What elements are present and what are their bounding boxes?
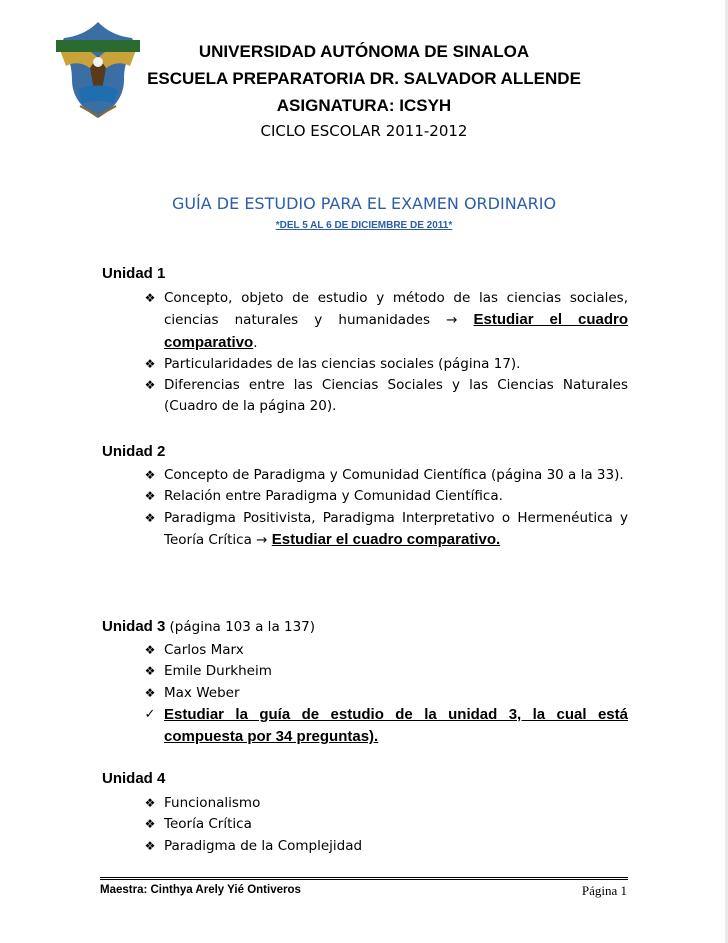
header-university: UNIVERSIDAD AUTÓNOMA DE SINALOA	[198, 42, 530, 61]
diamond-bullet-icon: ❖	[144, 664, 156, 679]
footer-page-number: Página 1	[581, 883, 627, 898]
list-item	[102, 836, 628, 857]
unit-3-list	[102, 640, 628, 748]
list-item	[102, 288, 628, 354]
item-text: Relación entre Paradigma y Comunidad Científica.	[164, 488, 503, 505]
item-text: Paradigma de la Complejidad	[164, 837, 363, 854]
item-text: Funcionalismo	[164, 795, 261, 811]
unit-title: Unidad 4	[102, 770, 166, 787]
item-punctuation: .	[253, 334, 258, 351]
unit-1-list	[102, 288, 628, 418]
unit-title: Unidad 3	[102, 618, 166, 635]
unit-title: Unidad 2	[102, 443, 166, 460]
list-item	[102, 354, 628, 375]
header-school-year: CICLO ESCOLAR 2011-2012	[260, 122, 468, 140]
study-instruction: Estudiar el cuadro comparativo.	[271, 530, 501, 548]
diamond-bullet-icon: ❖	[144, 643, 156, 657]
footer-teacher: Maestra: Cinthya Arely Yié Ontiveros	[100, 884, 301, 896]
diamond-bullet-icon: ❖	[144, 378, 156, 393]
unit-note: (página 103 a la 137)	[169, 619, 316, 635]
diamond-bullet-icon: ❖	[144, 685, 156, 700]
list-item	[102, 704, 628, 749]
footer-rule	[100, 877, 628, 878]
arrow-right-icon: →	[446, 312, 458, 329]
unit-heading	[102, 618, 315, 635]
arrow-right-icon: →	[256, 531, 268, 548]
unit-title: Unidad 1	[102, 265, 166, 282]
item-text: Paradigma Positivista, Paradigma Interpretativo o Hermenéutica y Teoría Crítica	[164, 509, 628, 548]
item-text: Diferencias entre las Ciencias Sociales y las Ciencias Naturales (Cuadro de la página 20).	[164, 377, 628, 415]
unit-2-list	[102, 465, 628, 551]
study-instruction: Estudiar el cuadro comparativo	[164, 311, 629, 351]
list-item	[102, 640, 628, 661]
item-text: Max Weber	[164, 684, 240, 701]
list-item	[102, 814, 628, 835]
item-text: Emile Durkheim	[164, 663, 272, 680]
diamond-bullet-icon: ❖	[144, 796, 156, 810]
diamond-bullet-icon: ❖	[144, 356, 156, 371]
unit-4-list	[102, 793, 628, 857]
list-item	[102, 465, 628, 486]
list-item	[102, 683, 628, 704]
diamond-bullet-icon: ❖	[144, 489, 156, 504]
list-item	[102, 661, 628, 682]
checkmark-icon: ✓	[144, 706, 156, 722]
item-text: Teoría Crítica	[164, 816, 252, 833]
unit-heading	[102, 265, 165, 282]
item-text: Particularidades de las ciencias sociales (página 17).	[164, 355, 521, 372]
header-subject: ASIGNATURA: ICSYH	[276, 96, 452, 115]
exam-dates: *DEL 5 AL 6 DE DICIEMBRE DE 2011*	[275, 220, 453, 231]
study-instruction: Estudiar la guía de estudio de la unidad 3, la cual está compuesta por 34 preguntas).	[164, 705, 628, 746]
diamond-bullet-icon: ❖	[144, 468, 156, 482]
diamond-bullet-icon: ❖	[144, 510, 156, 525]
diamond-bullet-icon: ❖	[144, 838, 156, 853]
list-item	[102, 508, 628, 552]
diamond-bullet-icon: ❖	[144, 291, 156, 305]
item-text: Concepto de Paradigma y Comunidad Científica (página 30 a la 33).	[164, 467, 624, 483]
diamond-bullet-icon: ❖	[144, 817, 156, 832]
list-item	[102, 375, 628, 418]
list-item	[102, 793, 628, 814]
item-text: Carlos Marx	[164, 642, 244, 658]
list-item	[102, 486, 628, 507]
guide-title: GUÍA DE ESTUDIO PARA EL EXAMEN ORDINARIO	[171, 194, 557, 213]
unit-heading	[102, 770, 165, 787]
header-school: ESCUELA PREPARATORIA DR. SALVADOR ALLENDE	[147, 69, 581, 88]
item-text: Concepto, objeto de estudio y método de las ciencias sociales, ciencias naturales y humanidades	[164, 290, 628, 329]
footer-rule	[100, 879, 628, 880]
unit-heading	[102, 443, 165, 460]
